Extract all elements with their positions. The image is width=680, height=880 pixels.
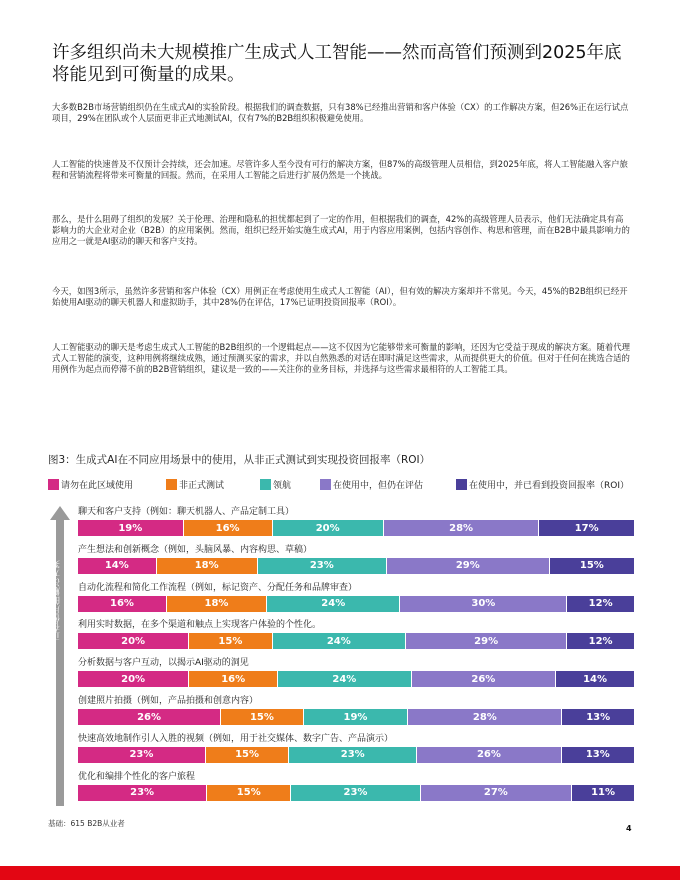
bar-segment-5: 17% — [539, 520, 634, 536]
paragraph-1: 大多数B2B市场营销组织仍在生成式AI的实验阶段。根据我们的调查数据，只有38%已经推出营销和客户体验（CX）的工作解决方案，但26%正在运行试点项目，29%在团队或个人层面更非正式地测试AI，仅有7%的B2B组织积极避免使用。 — [52, 102, 629, 123]
bar-segment-1: 23% — [78, 785, 207, 801]
stacked-bar — [78, 709, 634, 725]
legend-item-3 — [260, 478, 291, 491]
bar-segment-4: 26% — [412, 671, 557, 687]
bar-segment-2: 15% — [207, 785, 291, 801]
chart-legend — [48, 478, 668, 494]
bar-segment-5: 12% — [567, 633, 634, 649]
bar-segment-5: 13% — [562, 709, 634, 725]
page-title: 许多组织尚未大规模推广生成式人工智能——然而高管们预测到2025年底将能见到可衡量的成果。 — [52, 43, 622, 85]
bar-category-label: 自动化流程和简化工作流程（例如，标记资产、分配任务和品牌审查） — [78, 582, 358, 593]
bar-segment-2: 15% — [189, 633, 272, 649]
stacked-bar — [78, 520, 634, 536]
paragraph-3: 那么，是什么阻碍了组织的发展？关于伦理、治理和隐私的担忧都起到了一定的作用，但根据我们的调查，42%的高级管理人员表示，他们无法确定具有高影响力的大企业对企业（B2B）的应用案例。然而，组织已经开始实施生成式AI，用于内容应用案例，包括内容创作、构思和管理，而在B2B中最具影响力的应用之一就是AI驱动的聊天和客户支持。 — [52, 214, 630, 246]
legend-label: 非正式测试 — [179, 481, 225, 491]
legend-swatch — [456, 479, 467, 490]
bar-segment-1: 20% — [78, 633, 189, 649]
legend-swatch — [260, 479, 271, 490]
bar-segment-3: 23% — [258, 558, 387, 574]
bar-segment-1: 23% — [78, 747, 206, 763]
bar-category-label: 创建照片拍摄（例如，产品拍摄和创意内容） — [78, 696, 259, 706]
bar-segment-4: 28% — [384, 520, 540, 536]
bar-segment-4: 27% — [421, 785, 573, 801]
legend-item-4 — [320, 478, 423, 491]
legend-item-5 — [456, 478, 629, 491]
bar-segment-3: 23% — [291, 785, 420, 801]
bar-segment-5: 13% — [562, 747, 634, 763]
y-axis-label: 正在使用的解决方案 — [52, 560, 62, 641]
bar-segment-5: 15% — [550, 558, 634, 574]
bar-segment-2: 18% — [167, 596, 267, 612]
paragraph-5: 人工智能驱动的聊天是考虑生成式人工智能的B2B组织的一个逻辑起点——这不仅因为它能够带来可衡量的影响，还因为它受益于现成的解决方案。随着代理式人工智能的演变，这种用例将继续成熟，通过预测买家的需求，并以自然熟悉的对话在即时满足这些需求，从而提供更大的价值。但对于任何在挑选合适的用例作为起点而停滞不前的B2B营销组织，建议是一致的——关注你的业务目标，并选择与这些需求最相符的人工智能工具。 — [52, 342, 630, 374]
stacked-bar — [78, 596, 634, 612]
bar-segment-3: 23% — [289, 747, 417, 763]
bar-segment-1: 14% — [78, 558, 157, 574]
paragraph-4: 今天，如图3所示，虽然许多营销和客户体验（CX）用例正在考虑使用生成式人工智能（AI），但有效的解决方案却并不常见。今天，45%的B2B组织已经开始使用AI驱动的聊天机器人和虚拟助手，其中28%仍在评估，17%已证明投资回报率（ROI）。 — [52, 286, 628, 307]
footer-red-bar — [0, 866, 680, 880]
bar-category-label: 产生想法和创新概念（例如，头脑风暴、内容构思、草稿） — [78, 544, 313, 555]
stacked-bar — [78, 558, 634, 574]
bar-segment-4: 29% — [387, 558, 550, 574]
legend-swatch — [320, 479, 331, 490]
bar-segment-3: 24% — [267, 596, 400, 612]
bar-segment-2: 16% — [184, 520, 273, 536]
bar-segment-5: 14% — [556, 671, 634, 687]
stacked-bar — [78, 633, 634, 649]
bar-category-label: 利用实时数据，在多个渠道和触点上实现客户体验的个性化。 — [78, 620, 322, 631]
legend-item-2 — [166, 478, 224, 491]
y-axis-arrow — [50, 506, 70, 806]
footnote: 基础：615 B2B从业者 — [48, 819, 125, 828]
legend-swatch — [166, 479, 177, 490]
bar-segment-3: 20% — [273, 520, 384, 536]
bar-segment-1: 19% — [78, 520, 184, 536]
paragraph-2: 人工智能的快速普及不仅预计会持续，还会加速。尽管许多人至今没有可行的解决方案，但87%的高级管理人员相信，到2025年底，将人工智能融入客户旅程和营销流程将带来可衡量的回报。然而，在采用人工智能之后进行扩展仍然是一个挑战。 — [52, 159, 628, 180]
bar-segment-2: 16% — [189, 671, 278, 687]
stacked-bar — [78, 671, 634, 687]
bar-segment-4: 30% — [400, 596, 567, 612]
legend-label: 领航 — [273, 481, 292, 491]
legend-label: 请勿在此区域使用 — [61, 481, 134, 491]
bar-segment-1: 20% — [78, 671, 189, 687]
page-number: 4 — [626, 824, 632, 833]
bar-segment-3: 24% — [278, 671, 411, 687]
legend-swatch — [48, 479, 59, 490]
bar-segment-4: 26% — [417, 747, 562, 763]
bar-segment-4: 28% — [408, 709, 562, 725]
bar-category-label: 快速高效地制作引人入胜的视频（例如，用于社交媒体、数字广告、产品演示） — [78, 733, 394, 744]
bar-category-label: 聊天和客户支持（例如：聊天机器人、产品定制工具） — [78, 507, 295, 517]
figure-title: 图3：生成式AI在不同应用场景中的使用，从非正式测试到实现投资回报率（ROI） — [48, 454, 431, 466]
bar-segment-3: 19% — [304, 709, 409, 725]
bar-segment-2: 18% — [157, 558, 258, 574]
bar-segment-2: 15% — [221, 709, 304, 725]
bar-segment-2: 15% — [206, 747, 289, 763]
legend-label: 在使用中，但仍在评估 — [333, 481, 424, 491]
legend-item-1 — [48, 478, 133, 491]
bar-segment-1: 26% — [78, 709, 221, 725]
bar-segment-5: 11% — [572, 785, 634, 801]
bar-segment-1: 16% — [78, 596, 167, 612]
bar-category-label: 分析数据与客户互动，以揭示AI驱动的洞见 — [78, 658, 249, 669]
bar-segment-5: 12% — [567, 596, 634, 612]
stacked-bar — [78, 747, 634, 763]
legend-label: 在使用中，并已看到投资回报率（ROI） — [469, 481, 629, 491]
bar-segment-4: 29% — [406, 633, 567, 649]
stacked-bar — [78, 785, 634, 801]
bar-category-label: 优化和编排个性化的客户旅程 — [78, 771, 196, 782]
bar-segment-3: 24% — [273, 633, 406, 649]
